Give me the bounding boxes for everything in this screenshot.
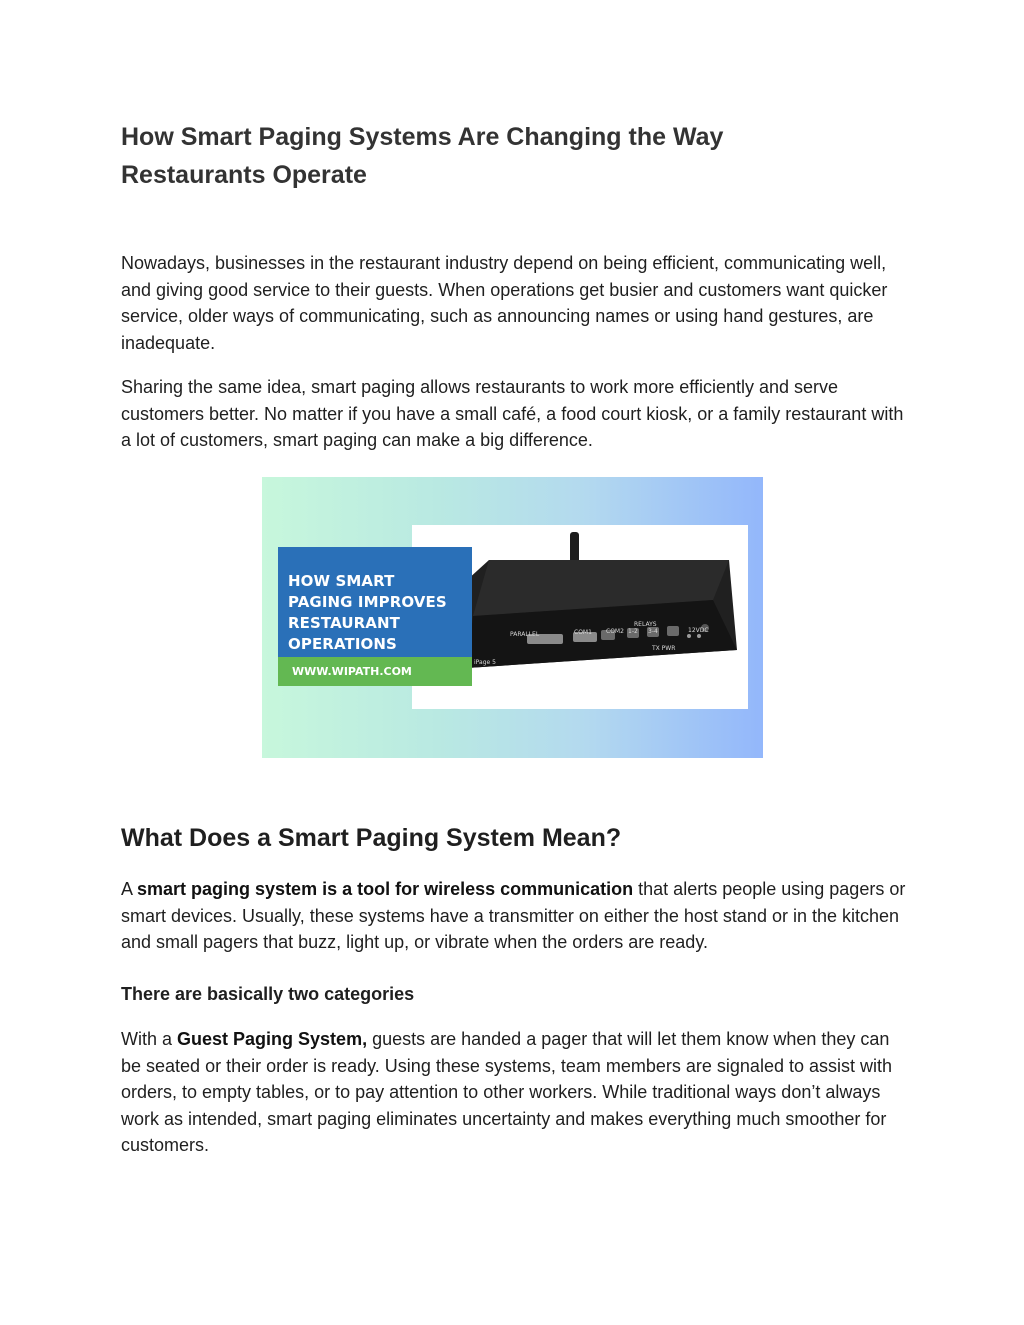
device-label-parallel: PARALLEL (510, 631, 540, 638)
device-label-model: iPage 5 (474, 659, 496, 666)
device-label-relay-34: 3-4 (648, 628, 658, 635)
device-label-relays: RELAYS (634, 621, 657, 628)
article-title-line2: Restaurants Operate (121, 161, 367, 189)
image-url-text: WWW.WIPATH.COM (292, 665, 412, 678)
section-paragraph-1 (121, 876, 906, 956)
section-paragraph-2 (121, 1026, 906, 1159)
section-p1-prefix: A (121, 879, 138, 899)
device-label-tx-pwr: TX PWR (652, 645, 676, 652)
paging-transmitter-device (467, 560, 737, 672)
device-label-power: 12VDC (688, 627, 709, 634)
device-label-com2: COM2 (606, 628, 624, 635)
device-label-com1: COM1 (574, 629, 592, 636)
section-p1-rest: that alerts people using pagers or smart devices. Usually, these systems have a transmitter on either the host stand or in the kitchen and small pagers that buzz, light up, or vibrate when the orders are ready. (121, 879, 906, 952)
image-headline-text: HOW SMART PAGING IMPROVES RESTAURANT OPERATIONS (288, 572, 447, 653)
image-headline-card (278, 547, 472, 657)
article-title (121, 118, 801, 194)
section-subheading: There are basically two categories (121, 984, 415, 1004)
article-image (262, 477, 763, 758)
section-p1-bold: smart paging system is a tool for wireless communication (137, 879, 634, 899)
image-url-bar (278, 657, 472, 686)
section-p2-prefix: With a (121, 1029, 178, 1049)
intro-paragraph-2: Sharing the same idea, smart paging allows restaurants to work more efficiently and serve customers better. No matter if you have a small café, a food court kiosk, or a family restaurant with a lot of customers, smart paging can make a big difference. (121, 377, 904, 450)
section-p2-rest: guests are handed a pager that will let them know when they can be seated or their order is ready. Using these systems, team members are signaled to assist with orders, to empty tables, or to pay attention to other workers. While traditional ways don’t always work as intended, smart paging eliminates uncertainty and makes everything much smoother for customers. (121, 1029, 893, 1155)
section-p2-bold: Guest Paging System, (177, 1029, 368, 1049)
section-heading: What Does a Smart Paging System Mean? (121, 824, 622, 852)
article-title-line1: How Smart Paging Systems Are Changing the Way (121, 123, 724, 151)
intro-paragraph-1: Nowadays, businesses in the restaurant industry depend on being efficient, communicating well, and giving good service to their guests. When operations get busier and customers want quicker service, older ways of communicating, such as announcing names or using hand gestures, are inadequate. (121, 253, 888, 353)
device-label-relay-12: 1-2 (628, 628, 638, 635)
